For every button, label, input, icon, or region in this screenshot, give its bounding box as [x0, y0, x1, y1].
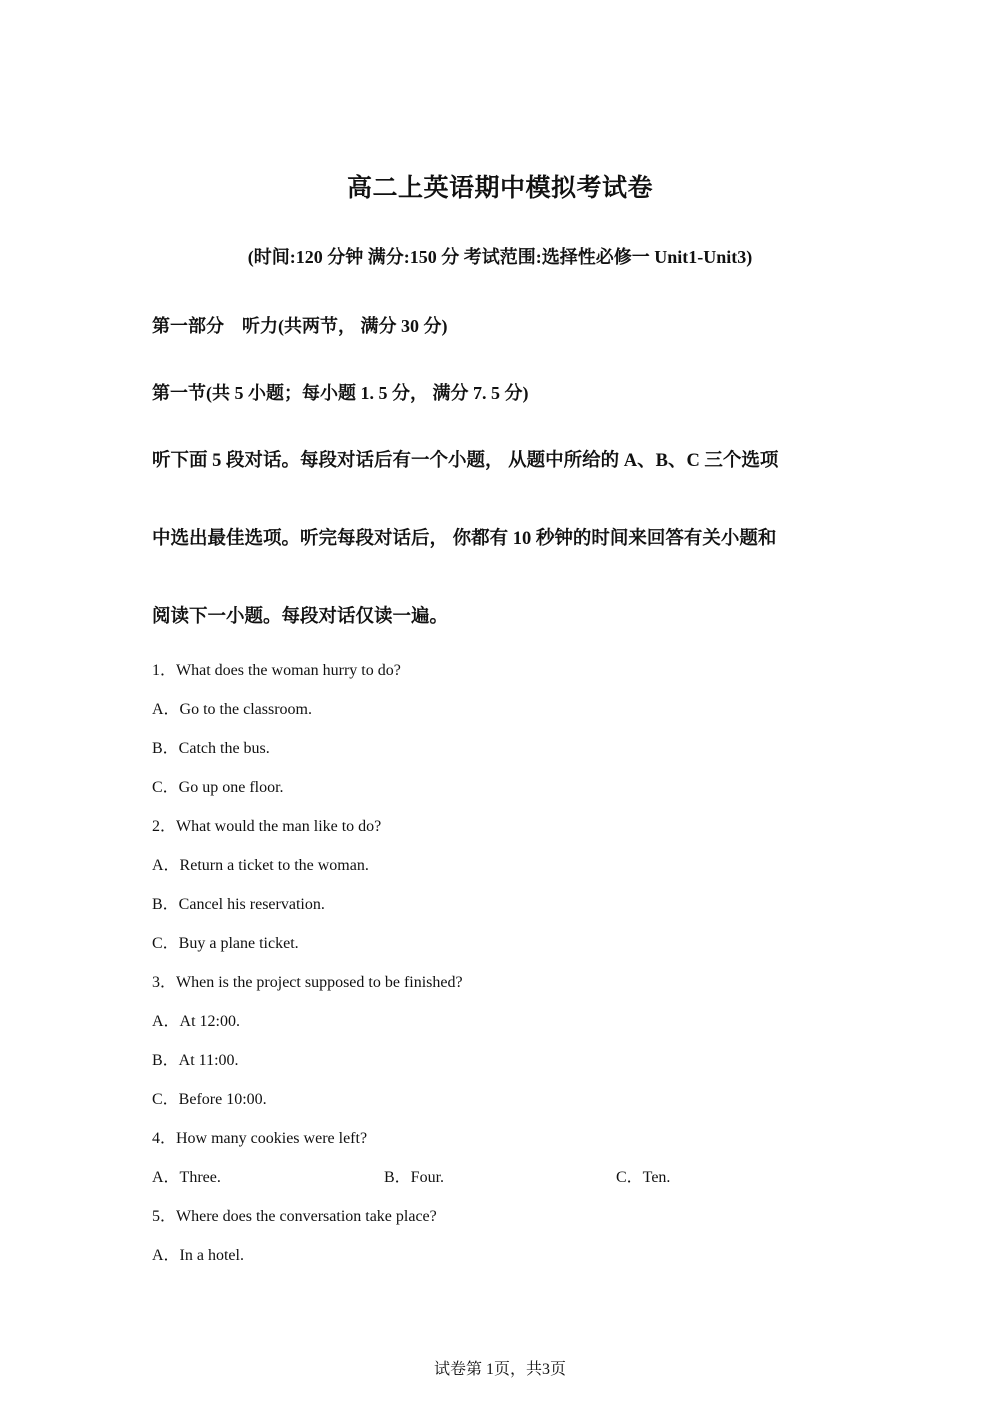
- question-2-option-b: B．Cancel his reservation.: [152, 896, 325, 913]
- question-2-option-c: C．Buy a plane ticket.: [152, 935, 299, 952]
- question-4-options-row: [152, 1164, 852, 1186]
- exam-title: 高二上英语期中模拟考试卷: [346, 173, 653, 202]
- part-one-heading: 第一部分 听力(共两节， 满分 30 分): [152, 316, 448, 336]
- page-footer: 试卷第 1页，共3页: [433, 1361, 566, 1378]
- question-4-option-b: B．Four.: [384, 1169, 445, 1186]
- question-2-stem: 2．What would the man like to do?: [152, 818, 382, 835]
- question-5-option-a: A．In a hotel.: [152, 1247, 244, 1264]
- question-4-stem: 4．How many cookies were left?: [152, 1130, 368, 1147]
- question-3-option-c: C．Before 10:00.: [152, 1091, 267, 1108]
- question-1-option-c: C．Go up one floor.: [152, 779, 284, 796]
- exam-subtitle: (时间:120 分钟 满分:150 分 考试范围:选择性必修一 Unit1-Unit3): [247, 247, 753, 267]
- question-3-option-b: B．At 11:00.: [152, 1052, 239, 1069]
- question-3-option-a: A．At 12:00.: [152, 1013, 241, 1030]
- instruction-line: 中选出最佳选项。听完每段对话后， 你都有 10 秒钟的时间来回答有关小题和: [152, 529, 777, 549]
- question-1-option-b: B．Catch the bus.: [152, 740, 270, 757]
- question-4-option-a: A．Three.: [152, 1169, 221, 1186]
- question-3-stem: 3．When is the project supposed to be finished?: [152, 974, 463, 991]
- question-5-stem: 5．Where does the conversation take place?: [152, 1208, 437, 1225]
- instruction-line: 听下面 5 段对话。每段对话后有一个小题， 从题中所给的 A、B、C 三个选项: [152, 451, 779, 471]
- question-4-option-c: C．Ten.: [616, 1169, 671, 1186]
- question-1-option-a: A．Go to the classroom.: [152, 701, 312, 718]
- question-2-option-a: A．Return a ticket to the woman.: [152, 857, 369, 874]
- question-1-stem: 1．What does the woman hurry to do?: [152, 662, 401, 679]
- instruction-line: 阅读下一小题。每段对话仅读一遍。: [152, 607, 449, 627]
- section-one-heading: 第一节(共 5 小题；每小题 1. 5 分， 满分 7. 5 分): [152, 383, 529, 403]
